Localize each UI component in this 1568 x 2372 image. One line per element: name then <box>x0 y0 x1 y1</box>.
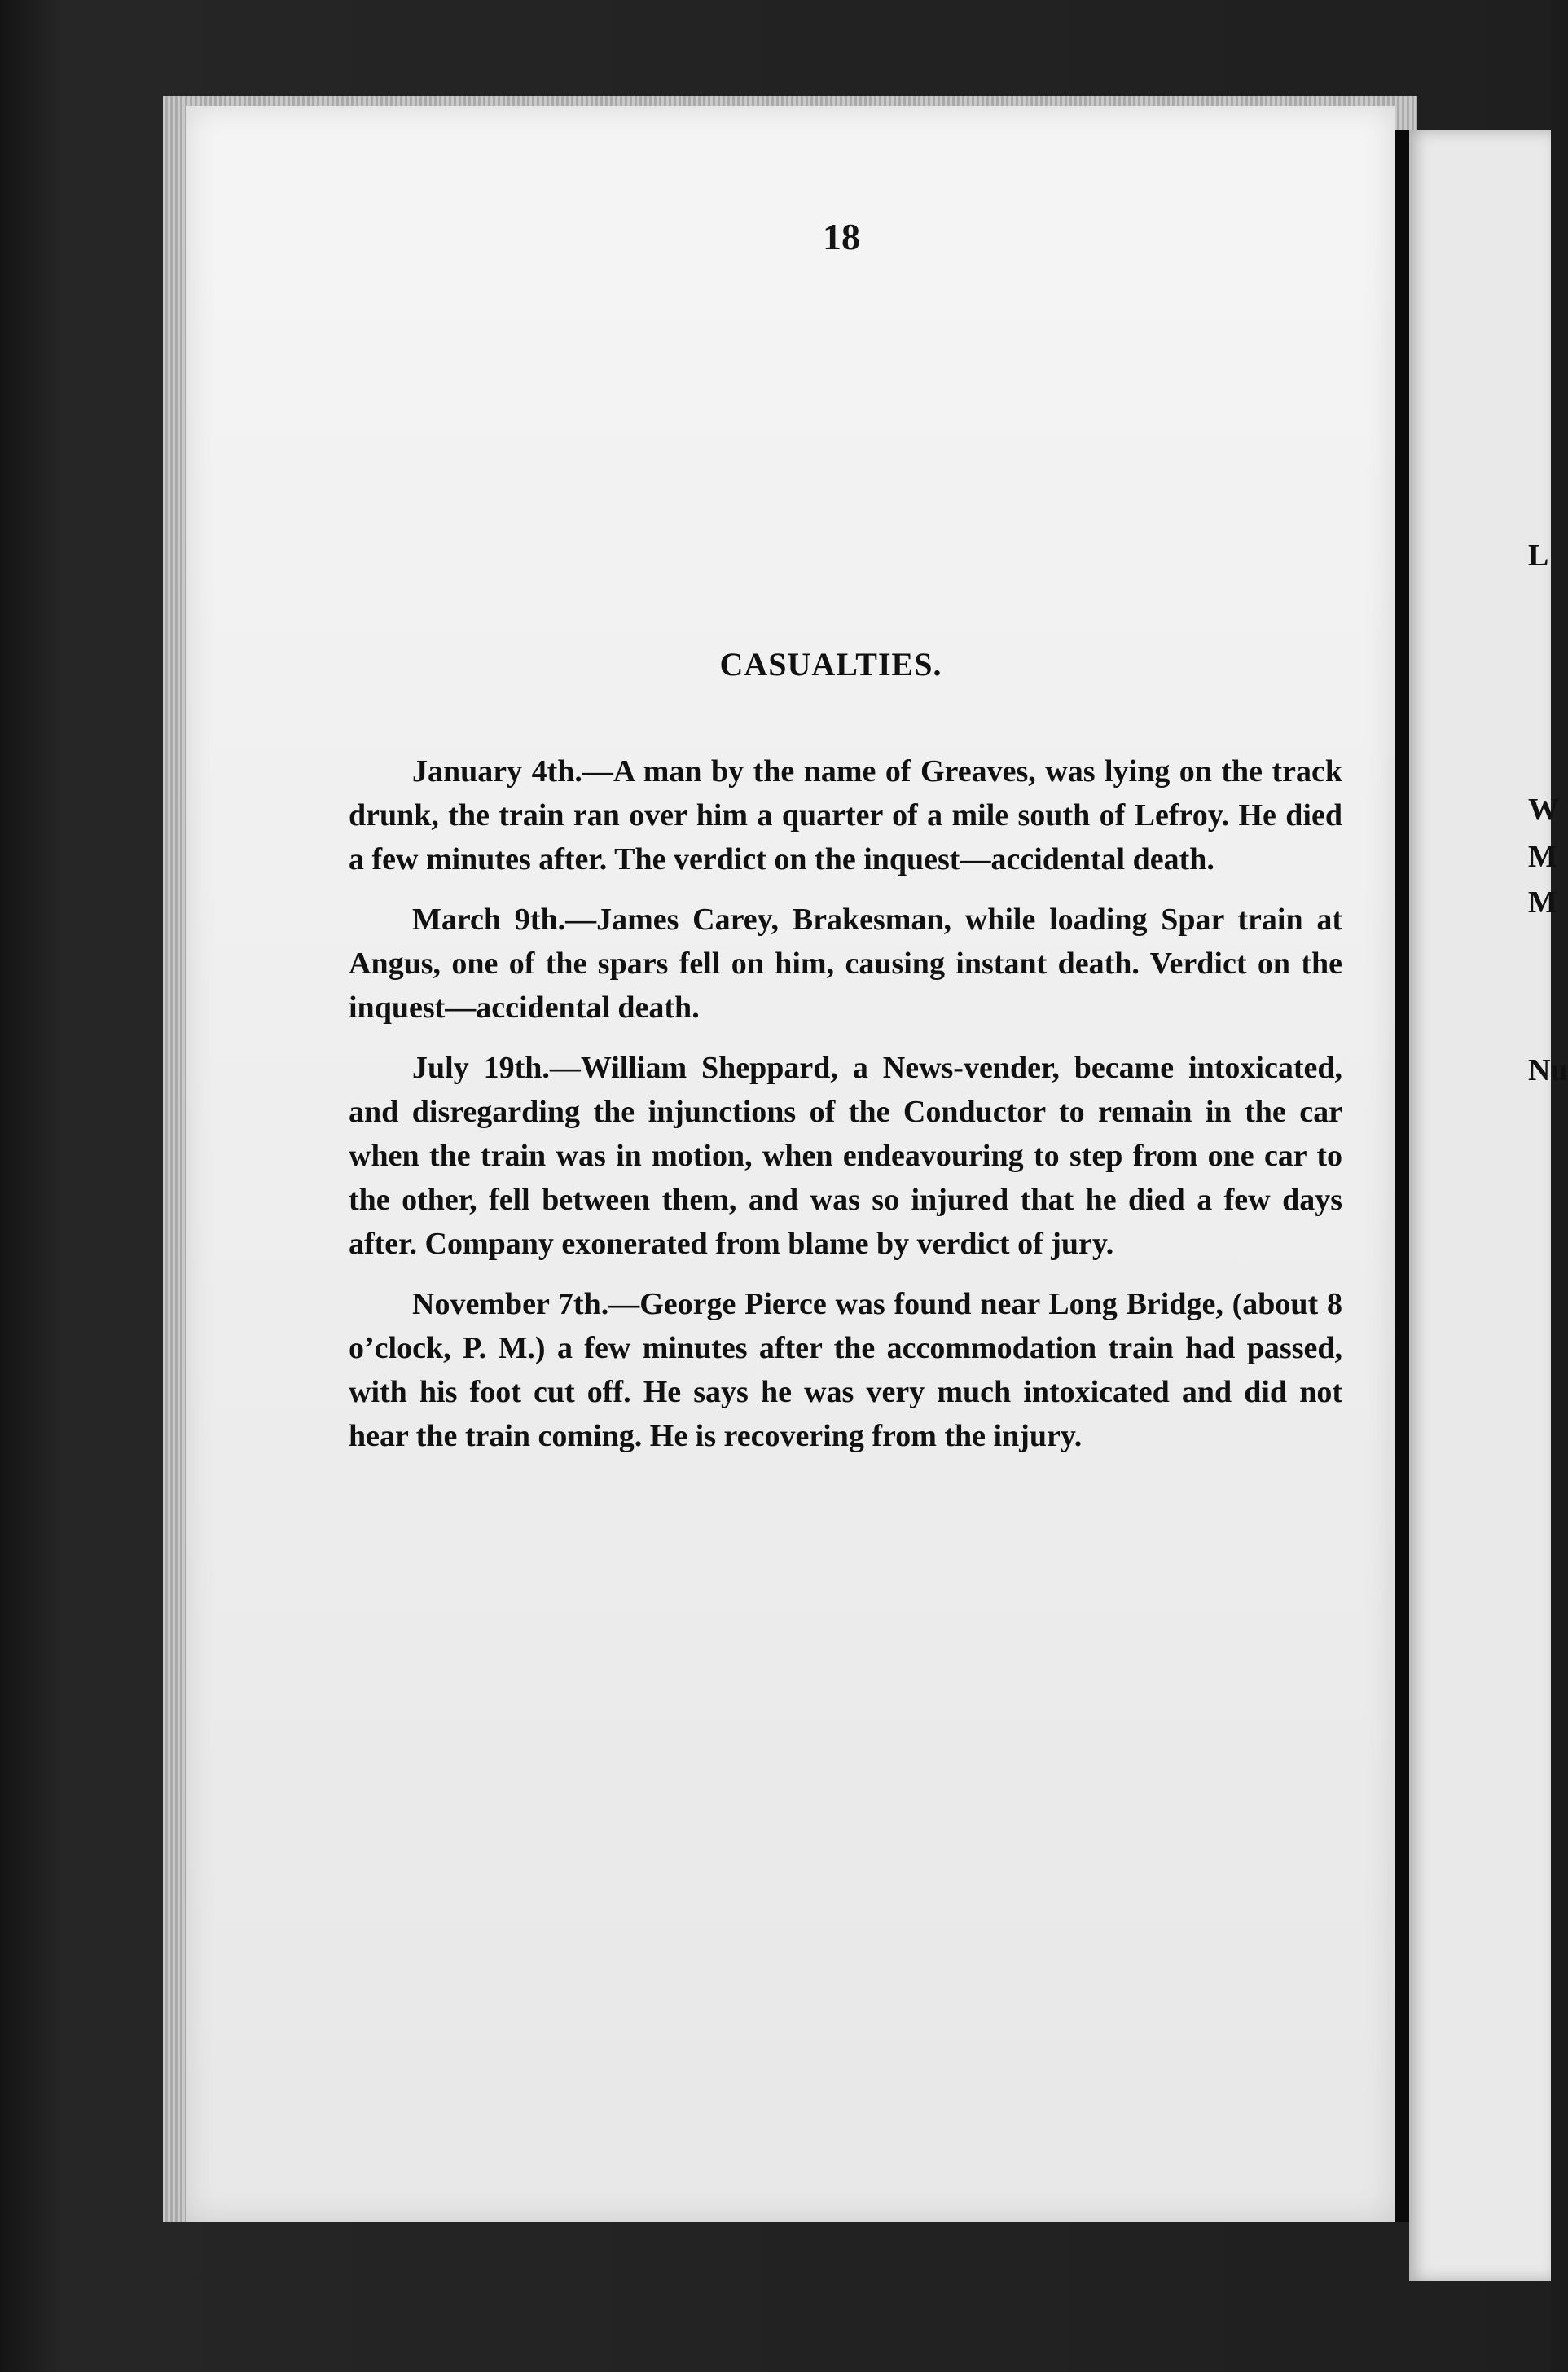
facing-page-letter: Nu <box>1528 1053 1568 1087</box>
facing-page-letter: M <box>1528 885 1557 920</box>
facing-page-letter: M <box>1528 840 1557 874</box>
paragraph: November 7th.—George Pierce was found near Long Bridge, (about 8 o’clock, P. M.) a few minutes after the accommodation train had passed, with his foot cut off. He says he was very much intoxicated and did not hear the train coming. He is recovering from the injury. <box>349 1287 1342 1453</box>
paragraph: March 9th.—James Carey, Brakesman, while loading Spar train at Angus, one of the spars fell on him, causing instant death. Verdict on the inquest—accidental death. <box>349 903 1342 1025</box>
paragraph: July 19th.—William Sheppard, a News-vender, became intoxicated, and disregarding the injunctions of the Conductor to remain in the car when the train was in motion, when endeavouring to step from one car to the other, fell between them, and was so injured that he died a few days after. Company exonerated from blame by verdict of jury. <box>349 1051 1342 1261</box>
section-heading: CASUALTIES. <box>719 646 942 683</box>
facing-page-letter: W <box>1528 793 1559 827</box>
facing-page <box>1409 130 1551 2281</box>
paragraph: January 4th.—A man by the name of Greaves, was lying on the track drunk, the train ran over him a quarter of a mile south of Lefroy. He died a few minutes after. The verdict on the inquest—accidental death. <box>349 754 1342 876</box>
book-spine <box>1395 130 1409 2222</box>
casualties-text <box>349 749 1342 1474</box>
page-number: 18 <box>823 216 860 257</box>
facing-page-letter: L <box>1528 538 1549 573</box>
